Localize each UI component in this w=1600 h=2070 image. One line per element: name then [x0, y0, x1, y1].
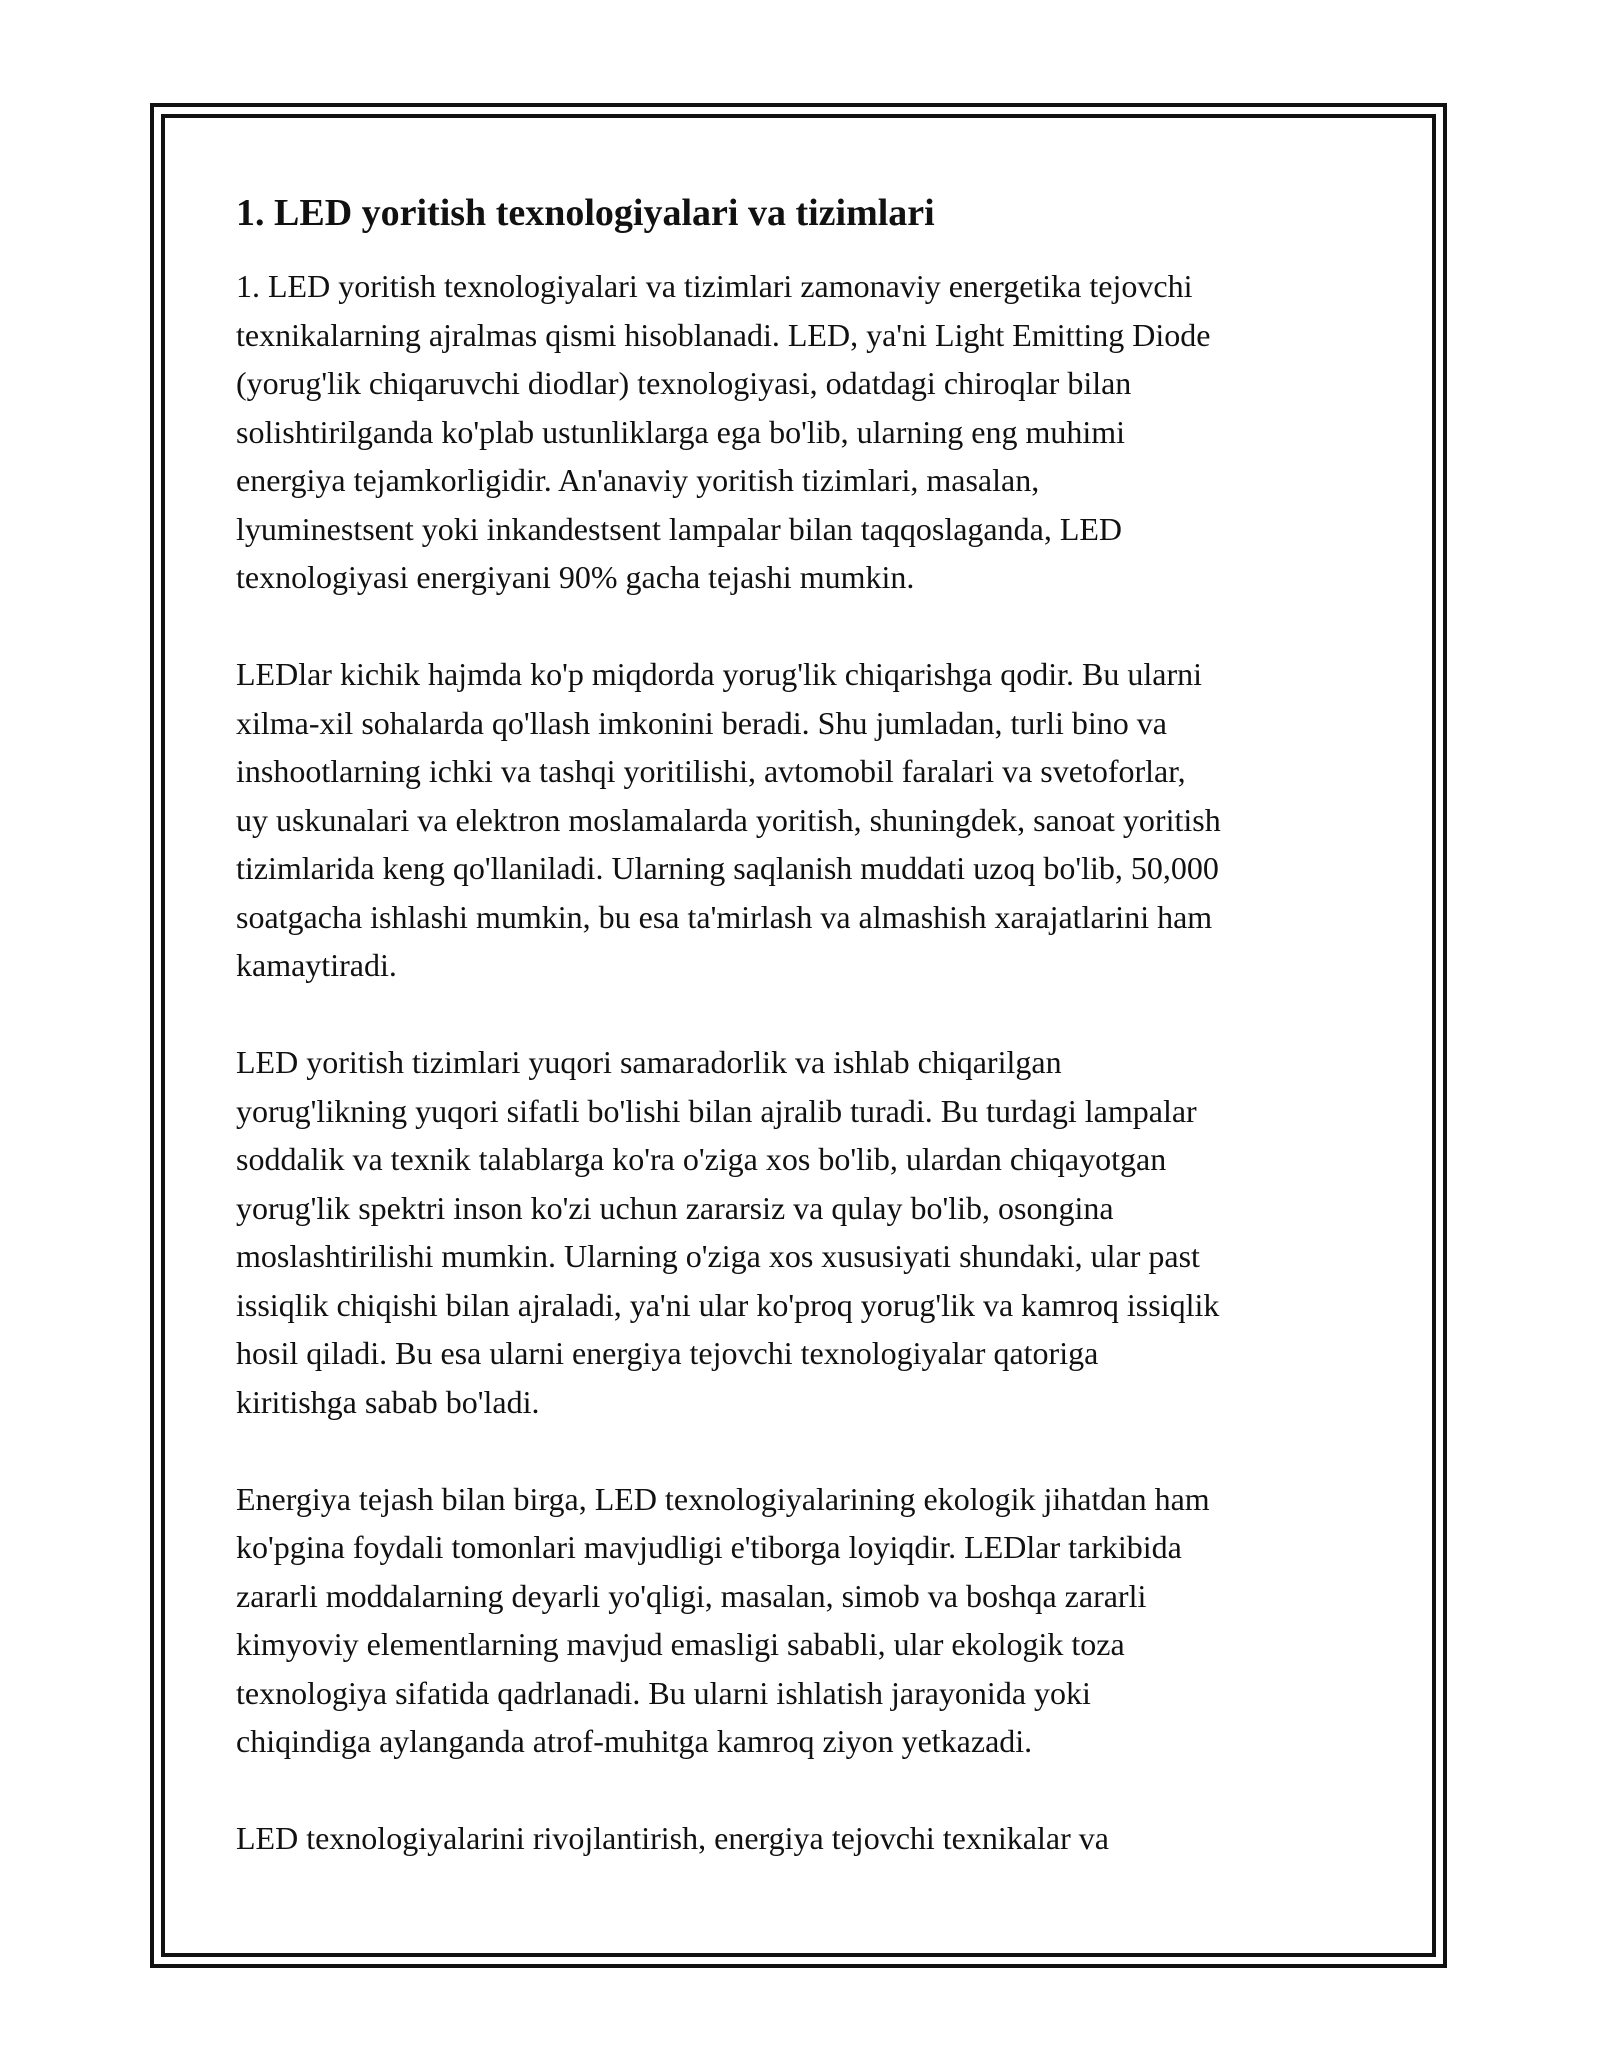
paragraph-5 — [236, 1814, 1376, 1863]
paragraph-line: texnologiyasi energiyani 90% gacha tejashi mumkin. — [236, 559, 915, 595]
paragraph-line: LED yoritish tizimlari yuqori samaradorlik va ishlab chiqarilgan — [236, 1044, 1062, 1080]
paragraph-line: LED texnologiyalarini rivojlantirish, energiya tejovchi texnikalar va — [236, 1820, 1109, 1856]
paragraph-line: lyuminestsent yoki inkandestsent lampalar bilan taqqoslaganda, LED — [236, 510, 1123, 547]
paragraph-4 — [236, 1475, 1376, 1766]
paragraph-line: 1. LED yoritish texnologiyalari va tizimlari zamonaviy energetika tejovchi — [236, 268, 1193, 304]
paragraph-line: Energiya tejash bilan birga, LED texnologiyalarining ekologik jihatdan ham — [236, 1480, 1210, 1517]
paragraph-line: (yorug'lik chiqaruvchi diodlar) texnologiyasi, odatdagi chiroqlar bilan — [236, 365, 1132, 401]
paragraph-line: soddalik va texnik talablarga ko'ra o'ziga xos bo'lib, ulardan chiqayotgan — [236, 1141, 1167, 1177]
paragraph-line: inshootlarning ichki va tashqi yoritilishi, avtomobil faralari va svetoforlar, — [236, 753, 1186, 789]
paragraph-line: solishtirilganda ko'plab ustunliklarga ega bo'lib, ularning eng muhimi — [236, 413, 1126, 450]
paragraph-line: chiqindiga aylanganda atrof-muhitga kamroq ziyon yetkazadi. — [236, 1723, 1033, 1759]
paragraph-line: kamaytiradi. — [236, 947, 397, 983]
paragraph-2 — [236, 650, 1376, 990]
paragraph-line: soatgacha ishlashi mumkin, bu esa ta'mirlash va almashish xarajatlarini ham — [236, 898, 1213, 935]
paragraph-line: uy uskunalari va elektron moslamalarda yoritish, shuningdek, sanoat yoritish — [236, 801, 1221, 838]
paragraph-line: hosil qiladi. Bu esa ularni energiya tejovchi texnologiyalar qatoriga — [236, 1335, 1099, 1371]
section-title: 1. LED yoritish texnologiyalari va tizimlari — [236, 192, 935, 234]
paragraph-line: LEDlar kichik hajmda ko'p miqdorda yorug'lik chiqarishga qodir. Bu ularni — [236, 656, 1202, 692]
paragraph-line: xilma-xil sohalarda qo'llash imkonini beradi. Shu jumladan, turli bino va — [236, 704, 1167, 741]
paragraph-3 — [236, 1038, 1376, 1426]
paragraph-line: yorug'lik spektri inson ko'zi uchun zararsiz va qulay bo'lib, osongina — [236, 1189, 1114, 1226]
paragraph-line: texnologiya sifatida qadrlanadi. Bu ularni ishlatish jarayonida yoki — [236, 1674, 1091, 1711]
paragraph-line: kimyoviy elementlarning mavjud emasligi sababli, ular ekologik toza — [236, 1626, 1125, 1662]
paragraph-1 — [236, 262, 1376, 602]
paragraph-line: yorug'likning yuqori sifatli bo'lishi bilan ajralib turadi. Bu turdagi lampalar — [236, 1092, 1197, 1129]
paragraph-list — [236, 262, 1376, 1863]
paragraph-line: ko'pgina foydali tomonlari mavjudligi e'tiborga loyiqdir. LEDlar tarkibida — [236, 1529, 1182, 1565]
paragraph-line: energiya tejamkorligidir. An'anaviy yoritish tizimlari, masalan, — [236, 462, 1040, 498]
paragraph-line: tizimlarida keng qo'llaniladi. Ularning saqlanish muddati uzoq bo'lib, 50,000 — [236, 850, 1219, 886]
document-content — [236, 190, 1376, 1911]
paragraph-line: texnikalarning ajralmas qismi hisoblanadi. LED, ya'ni Light Emitting Diode — [236, 316, 1211, 353]
paragraph-line: issiqlik chiqishi bilan ajraladi, ya'ni ular ko'proq yorug'lik va kamroq issiqlik — [236, 1286, 1220, 1323]
paragraph-line: moslashtirilishi mumkin. Ularning o'ziga xos xususiyati shundaki, ular past — [236, 1238, 1200, 1274]
paragraph-line: kiritishga sabab bo'ladi. — [236, 1383, 540, 1420]
paragraph-line: zararli moddalarning deyarli yo'qligi, masalan, simob va boshqa zararli — [236, 1577, 1147, 1614]
